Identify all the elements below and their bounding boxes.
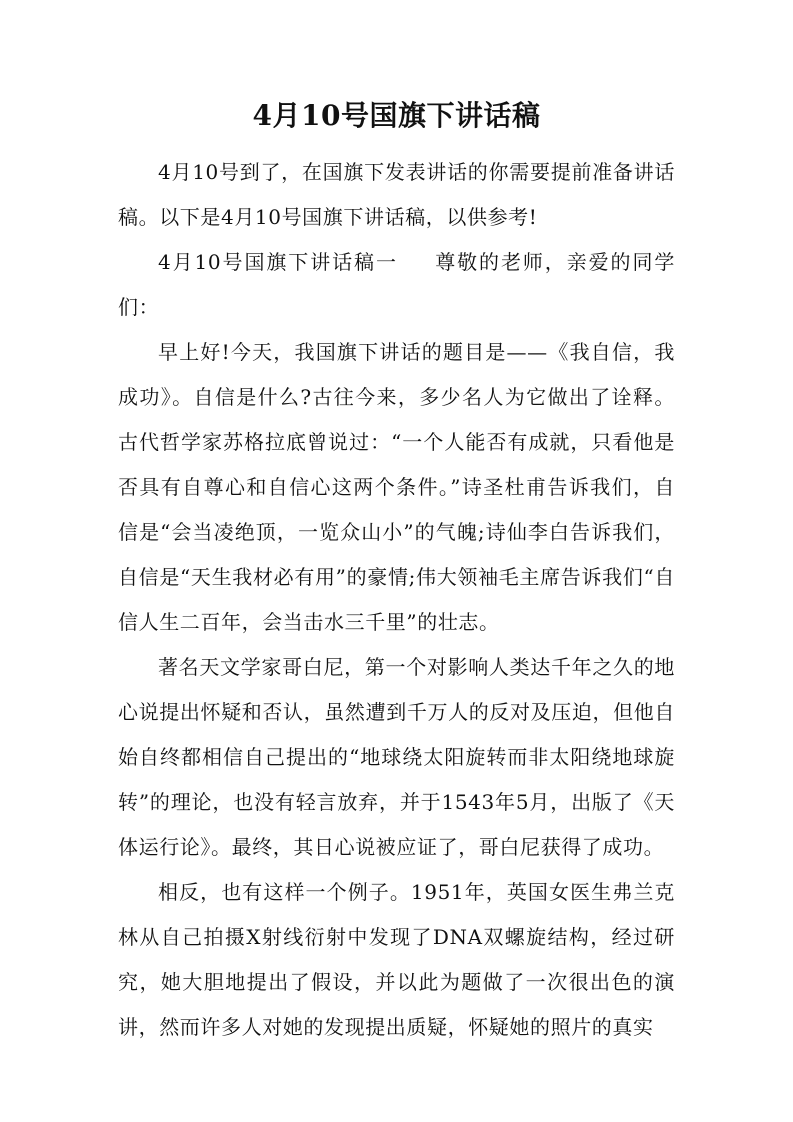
- body-paragraph-confidence: 早上好!今天，我国旗下讲话的题目是——《我自信，我成功》。自信是什么?古往今来，多少名人为它做出了诠释。古代哲学家苏格拉底曾说过：“一个人能否有成就，只看他是否具有自尊心和自信心这两个条件。”诗圣杜甫告诉我们，自信是“会当凌绝顶，一览众山小”的气魄;诗仙李白告诉我们，自信是“天生我材必有用”的豪情;伟大领袖毛主席告诉我们“自信人生二百年，会当击水三千里”的壮志。: [118, 340, 675, 634]
- salutation: 尊敬的老师，亲爱的同学们：: [118, 250, 675, 319]
- body-paragraph-copernicus: 著名天文学家哥白尼，第一个对影响人类达千年之久的地心说提出怀疑和否认，虽然遭到千万人的反对及压迫，但他自始自终都相信自己提出的“地球绕太阳旋转而非太阳绕地球旋转”的理论，也没有轻言放弃，并于1543年5月，出版了《天体运行论》。最终，其日心说被应证了，哥白尼获得了成功。: [118, 655, 675, 859]
- speech-heading: 4月10号国旗下讲话稿一: [158, 250, 398, 274]
- document-title: 4月10号国旗下讲话稿: [252, 99, 541, 132]
- speech-heading-paragraph: [118, 240, 675, 330]
- body-paragraph-franklin: 相反，也有这样一个例子。1951年，英国女医生弗兰克林从自己拍摄X射线衍射中发现了DNA双螺旋结构，经过研究，她大胆地提出了假设，并以此为题做了一次很出色的演讲，然而许多人对她的发现提出质疑，怀疑她的照片的真实: [118, 880, 675, 1039]
- intro-paragraph: 4月10号到了，在国旗下发表讲话的你需要提前准备讲话稿。以下是4月10号国旗下讲话稿，以供参考!: [118, 160, 675, 229]
